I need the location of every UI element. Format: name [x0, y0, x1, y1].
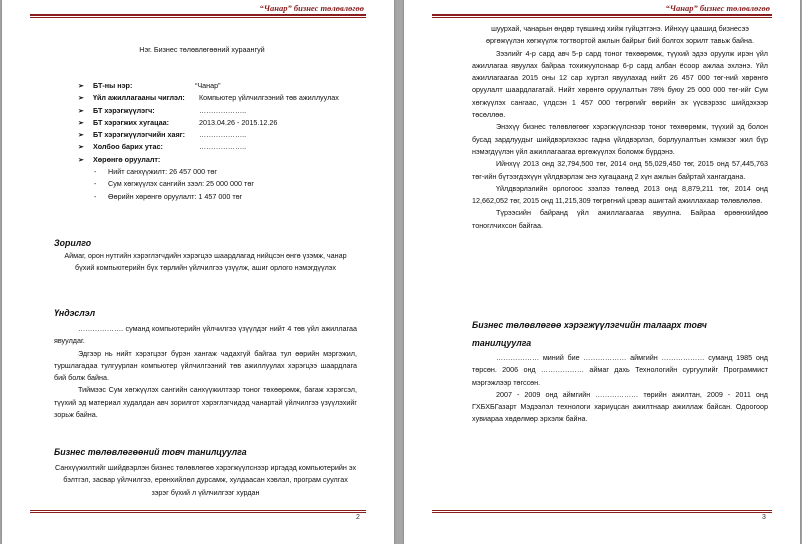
info-item-name: ➢ БТ-ны нэр: “Чанар”	[78, 81, 221, 90]
page-header: “Чанар” бизнес төлөвлөгөө	[259, 3, 364, 13]
info-list	[78, 80, 378, 166]
info-item-implementer: ➢ БТ хэрэгжүүлэгч: ………………..	[78, 105, 247, 115]
goal-text: Аймаг, орон нутгийн хэрэглэгчдийн хэрэгцээ шаардлагад нийцсэн өнгө үзэмж, чанар бүхий компьютерийн бүх төрлийн үйлчилгээ үзүүлж, ашиг орлого нэмэгдүүлэх	[64, 251, 347, 273]
page-header: “Чанар” бизнес төлөвлөгөө	[665, 3, 770, 13]
investment-own: - Өөрийн хөрөнгө оруулалт: 1 457 000 төг	[94, 191, 243, 201]
info-item-investment: ➢ Хөрөнгө оруулалт:	[78, 154, 161, 164]
intro-heading: Бизнес төлөвлөгөөний товч танилцуулга	[54, 447, 247, 457]
paragraph-equipment: Энэхүү бизнес төлөвлөгөөг хэрэгжүүлснээр тоног төхөөрөмж, түүхий эд болон бусад зардлуудыг шийдвэрлэхээс гадна үйлдвэрлэл, борлуулалтын хэмжээг жил бүр нэмэгдүүлэн үйл ажиллагаагаа өргөжүүлэх боломж бүрдэнэ.	[472, 122, 768, 156]
implementer-heading-line1: Бизнес төлөвлөгөө хэрэгжүүлэгчийн талаарх товч	[472, 320, 707, 330]
paragraph-profit: Үйлдвэрлэлийн орлогоос зээлээ төлөөд 2013 онд 8,879,211 төг, 2014 онд 12,662,052 төг, 2015 онд 11,215,309 төгрөгний цэвэр ашигтай ажиллахаар төлөвлөлөө.	[472, 183, 768, 206]
basis-paragraph-2: Эдгээр нь нийт хэрэгцээг бүрэн хангаж чадахгүй байгаа тул өөрийн мэргэжил, туршлагадаа тулгуурлан компьютер үйлчилгээний төв ажиллуулах хэрэгцээ шаардлага бий болж байна.	[54, 348, 357, 383]
page-number: 2	[356, 514, 360, 521]
implementer-paragraph-2: 2007 - 2009 онд аймгийн ……………… төрийн ажилтан, 2009 - 2011 онд ГХБХБГазарт Мэдээлэл технологи хариуцсан ажилтнаар ажиллаж байсан. Одоогоор хувиараа хөдөлмөр эрхэлж байна.	[472, 389, 768, 424]
doc-title: Нэг. Бизнес төлөвлөгөөний хураангуй	[139, 45, 265, 54]
info-item-period: ➢ БТ хэрэгжих хугацаа: 2013.04.26 - 2015.12.26	[78, 117, 278, 127]
info-item-address: ➢ БТ хэрэгжүүлэгчийн хаяг: ………………..	[78, 130, 247, 140]
document-page-right	[404, 0, 800, 544]
footer-rule-thin	[432, 512, 772, 513]
goal-heading: Зорилго	[54, 238, 92, 248]
document-page-left	[2, 0, 394, 544]
page-number: 3	[762, 514, 766, 521]
investment-list	[78, 166, 378, 203]
footer-rule	[30, 510, 366, 511]
info-item-phone: ➢ Холбоо барих утас: ………………..	[78, 142, 247, 152]
paragraph-continuation: шуурхай, чанарын өндөр түвшинд хийж гүйцэтгэнэ. Ийнхүү цаашид бизнесээ өргөжүүлэн хөгжүүлж тогтвортой ажлын байрыг бий болгох зорилт тавьж байна.	[486, 24, 754, 46]
basis-paragraph-3: Тиймээс Сум хөгжүүлэх сангийн санхүүжилтээр тоног төхөөрөмж, багаж хэрэгсэл, түүхий эд материал худалдан авч зорилгот хэрэглэгчидэд чанартай үйлчилгээ үзүүлэхийг зорьж байна.	[54, 385, 357, 420]
footer-rule-thin	[30, 512, 366, 513]
intro-text: Санхүүжилтийг шийдвэрлэн бизнес төлөвлөгөө хэрэгжүүлснээр иргэдэд компьютерийн эх бэлтгэл, засвар үйлчилгээ, ерөнхийлөл дурсамж, хулдаасан хэвлэл, програм суулгах зэрэг бүхий л үйлчилгээг хурдан	[54, 463, 357, 497]
basis-paragraph-1: ………………. суманд компьютерийн үйлчилгээ үзүүлдэг нийт 4 төв үйл ажиллагаа явуулдаг.	[54, 324, 357, 346]
paragraph-loan-plan: Зээлийг 4-р сард авч 5-р сард тоног төхөөрөмж, түүхий эдээ оруулж ирэн үйл ажиллагаа явуулах байраа тохижуулснаар 6-р сард албан ёсоор ажлаа эхлэнэ. Үйл ажиллагаагаа 2015 оны 12 сар хүртэл явуулахад нийт 26 457 000 төг-ний хөрөнгө оруулалт шаардлагатай. Нийт хөрөнгө оруулалтын 78% буюу 25 000 000 төг-ийг Сум хөгжүүлэх сангаас, үлдсэн 1 457 000 төгрөгийг өөрийн эх үүсвэрээс шийдэхээр төсөллөө.	[472, 48, 768, 120]
implementer-paragraph-1: ……………… миний бие ……………… аймгийн ……………… суманд 1985 онд төрсөн. 2006 онд ……………… аймаг дахь Технологийн сургуулийг Программист мэргэжлээр төгссөн.	[472, 353, 768, 387]
investment-total: - Нийт санхүүжилт: 26 457 000 төг	[94, 167, 218, 177]
header-rule-thin	[30, 17, 366, 18]
header-rule-thin	[432, 17, 772, 18]
paragraph-production: Ийнхүү 2013 онд 32,794,500 төг, 2014 онд 55,029,450 төг, 2015 онд 57,445,763 төг-ийн бүтээгдэхүүн үйлдвэрлэж энэ хугацаанд 2 хүн ажлын байртай хангагдана.	[472, 159, 768, 181]
basis-heading: Үндэслэл	[54, 308, 96, 318]
info-item-direction: ➢ Үйл ажиллагааны чиглэл: Компьютер үйлчилгээний төв ажиллуулах	[78, 93, 339, 103]
header-rule	[30, 14, 366, 16]
paragraph-premises: Түрээсийн байранд үйл ажиллагаагаа явуулна. Байраа өрөөнхийдөө тоноглчихсон байгаа.	[472, 208, 768, 230]
footer-rule	[432, 510, 772, 511]
implementer-heading-line2: танилцуулга	[472, 338, 532, 348]
header-rule	[432, 14, 772, 16]
investment-loan: - Сум хөгжүүлэх сангийн зээл: 25 000 000 төг	[94, 179, 254, 189]
